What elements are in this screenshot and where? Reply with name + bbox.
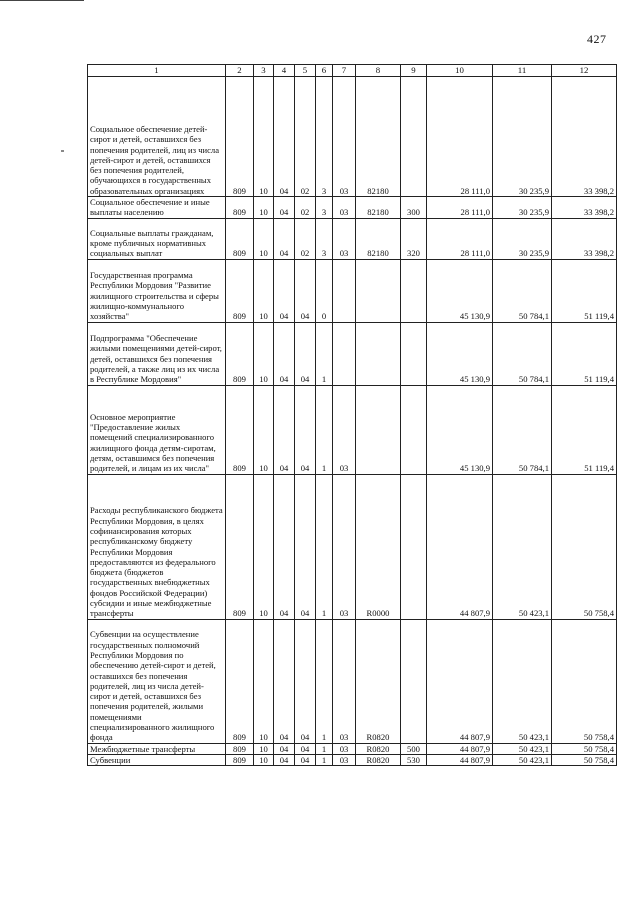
- cell-amount-year3: 51 119,4: [552, 259, 617, 322]
- cell-program: 02: [295, 77, 316, 197]
- header-cell: 3: [254, 65, 274, 77]
- cell-measure: 03: [333, 218, 356, 259]
- cell-section: 10: [254, 77, 274, 197]
- cell-subsection: 04: [274, 385, 295, 474]
- cell-expense-type: 530: [401, 754, 427, 765]
- top-rule: [0, 0, 84, 1]
- header-row: [88, 65, 617, 77]
- row-name: Субвенции на осуществление государственных полномочий Республики Мордовия по обеспечению детей-сирот и детей, оставшихся без попечения родителей, лиц из числа детей-сирот и детей, оставшихся без попечения родителей, жилыми помещениями специализированного жилищного фонда: [88, 619, 226, 743]
- cell-amount-year3: 50 758,4: [552, 743, 617, 754]
- cell-amount-year2: 50 423,1: [493, 754, 552, 765]
- table-row: [88, 218, 617, 259]
- cell-subsection: 04: [274, 619, 295, 743]
- cell-program: 04: [295, 754, 316, 765]
- cell-amount-year3: 50 758,4: [552, 474, 617, 619]
- cell-amount-year2: 50 784,1: [493, 322, 552, 385]
- cell-program: 04: [295, 619, 316, 743]
- cell-program: 02: [295, 197, 316, 219]
- cell-amount-year1: 28 111,0: [427, 77, 493, 197]
- cell-measure: 03: [333, 385, 356, 474]
- row-name: Межбюджетные трансферты: [88, 743, 226, 754]
- cell-subsection: 04: [274, 77, 295, 197]
- header-cell: 9: [401, 65, 427, 77]
- row-name: Государственная программа Республики Мордовия "Развитие жилищного строительства и сферы жилищно-коммунального хозяйства": [88, 259, 226, 322]
- cell-subprogram: 1: [316, 385, 333, 474]
- cell-amount-year1: 45 130,9: [427, 259, 493, 322]
- table-body: [88, 77, 617, 766]
- row-name: Субвенции: [88, 754, 226, 765]
- cell-ministry-code: 809: [226, 385, 254, 474]
- cell-measure: 03: [333, 474, 356, 619]
- cell-measure: [333, 259, 356, 322]
- cell-direction: [356, 259, 401, 322]
- cell-amount-year2: 50 423,1: [493, 743, 552, 754]
- header-cell: 10: [427, 65, 493, 77]
- cell-subprogram: 1: [316, 322, 333, 385]
- cell-subprogram: 3: [316, 218, 333, 259]
- cell-subprogram: 3: [316, 197, 333, 219]
- header-cell: 5: [295, 65, 316, 77]
- cell-section: 10: [254, 322, 274, 385]
- table-row: [88, 474, 617, 619]
- scan-mark: [61, 150, 64, 152]
- cell-ministry-code: 809: [226, 218, 254, 259]
- cell-amount-year1: 45 130,9: [427, 322, 493, 385]
- cell-amount-year2: 30 235,9: [493, 77, 552, 197]
- cell-program: 04: [295, 322, 316, 385]
- cell-ministry-code: 809: [226, 322, 254, 385]
- cell-direction: 82180: [356, 197, 401, 219]
- header-cell: 11: [493, 65, 552, 77]
- header-cell: 12: [552, 65, 617, 77]
- cell-subsection: 04: [274, 259, 295, 322]
- row-name: Социальные выплаты гражданам, кроме публичных нормативных социальных выплат: [88, 218, 226, 259]
- cell-subsection: 04: [274, 754, 295, 765]
- cell-program: 04: [295, 385, 316, 474]
- cell-direction: R0000: [356, 474, 401, 619]
- cell-subsection: 04: [274, 197, 295, 219]
- cell-expense-type: [401, 474, 427, 619]
- cell-program: 04: [295, 743, 316, 754]
- cell-amount-year2: 30 235,9: [493, 197, 552, 219]
- cell-ministry-code: 809: [226, 474, 254, 619]
- row-name: Социальное обеспечение и иные выплаты населению: [88, 197, 226, 219]
- cell-section: 10: [254, 474, 274, 619]
- cell-subprogram: 3: [316, 77, 333, 197]
- cell-direction: [356, 385, 401, 474]
- header-cell: 1: [88, 65, 226, 77]
- row-name: Социальное обеспечение детей-сирот и детей, оставшихся без попечения родителей, лиц из числа детей-сирот и детей, оставшихся без попечения родителей, обучающихся в государственных образовательных организациях: [88, 77, 226, 197]
- cell-section: 10: [254, 743, 274, 754]
- cell-measure: 03: [333, 619, 356, 743]
- cell-expense-type: 500: [401, 743, 427, 754]
- cell-direction: [356, 322, 401, 385]
- cell-subsection: 04: [274, 743, 295, 754]
- cell-expense-type: 320: [401, 218, 427, 259]
- row-name: Основное мероприятие "Предоставление жилых помещений специализированного жилищного фонда детям-сиротам, детям, оставшимся без попечения родителей, и лицам из их числа": [88, 385, 226, 474]
- cell-expense-type: 300: [401, 197, 427, 219]
- header-cell: 6: [316, 65, 333, 77]
- cell-amount-year3: 50 758,4: [552, 619, 617, 743]
- cell-program: 04: [295, 474, 316, 619]
- cell-measure: 03: [333, 754, 356, 765]
- cell-amount-year2: 30 235,9: [493, 218, 552, 259]
- table-row: [88, 385, 617, 474]
- cell-amount-year3: 33 398,2: [552, 77, 617, 197]
- header-cell: 7: [333, 65, 356, 77]
- table-row: [88, 259, 617, 322]
- cell-subsection: 04: [274, 218, 295, 259]
- cell-measure: 03: [333, 743, 356, 754]
- table-row: [88, 322, 617, 385]
- cell-subprogram: 1: [316, 743, 333, 754]
- table-row: [88, 77, 617, 197]
- cell-section: 10: [254, 197, 274, 219]
- cell-amount-year3: 33 398,2: [552, 218, 617, 259]
- cell-expense-type: [401, 619, 427, 743]
- cell-subsection: 04: [274, 474, 295, 619]
- cell-section: 10: [254, 218, 274, 259]
- cell-direction: 82180: [356, 218, 401, 259]
- cell-amount-year3: 51 119,4: [552, 322, 617, 385]
- cell-amount-year1: 44 807,9: [427, 743, 493, 754]
- cell-measure: [333, 322, 356, 385]
- cell-subprogram: 1: [316, 754, 333, 765]
- cell-measure: 03: [333, 77, 356, 197]
- cell-expense-type: [401, 77, 427, 197]
- cell-ministry-code: 809: [226, 259, 254, 322]
- table-row: [88, 197, 617, 219]
- cell-amount-year1: 44 807,9: [427, 619, 493, 743]
- table-row: [88, 743, 617, 754]
- cell-subprogram: 1: [316, 474, 333, 619]
- cell-program: 02: [295, 218, 316, 259]
- page-number: 427: [587, 32, 607, 46]
- cell-amount-year1: 45 130,9: [427, 385, 493, 474]
- table-row: [88, 754, 617, 765]
- cell-amount-year3: 50 758,4: [552, 754, 617, 765]
- table-row: [88, 619, 617, 743]
- header-cell: 4: [274, 65, 295, 77]
- cell-amount-year1: 28 111,0: [427, 218, 493, 259]
- cell-ministry-code: 809: [226, 754, 254, 765]
- cell-section: 10: [254, 619, 274, 743]
- row-name: Подпрограмма "Обеспечение жилыми помещениями детей-сирот, детей, оставшихся без попечения родителей, а также лиц из их числа в Республике Мордовия": [88, 322, 226, 385]
- cell-subprogram: 0: [316, 259, 333, 322]
- header-cell: 8: [356, 65, 401, 77]
- cell-amount-year2: 50 784,1: [493, 385, 552, 474]
- cell-direction: R0820: [356, 754, 401, 765]
- cell-amount-year1: 28 111,0: [427, 197, 493, 219]
- cell-amount-year3: 51 119,4: [552, 385, 617, 474]
- cell-section: 10: [254, 259, 274, 322]
- cell-direction: R0820: [356, 743, 401, 754]
- cell-amount-year1: 44 807,9: [427, 754, 493, 765]
- cell-subprogram: 1: [316, 619, 333, 743]
- cell-amount-year2: 50 423,1: [493, 619, 552, 743]
- cell-expense-type: [401, 385, 427, 474]
- cell-direction: 82180: [356, 77, 401, 197]
- cell-expense-type: [401, 259, 427, 322]
- cell-direction: R0820: [356, 619, 401, 743]
- cell-amount-year3: 33 398,2: [552, 197, 617, 219]
- cell-section: 10: [254, 754, 274, 765]
- cell-amount-year2: 50 784,1: [493, 259, 552, 322]
- budget-table: [87, 64, 617, 766]
- cell-amount-year1: 44 807,9: [427, 474, 493, 619]
- cell-measure: 03: [333, 197, 356, 219]
- cell-subsection: 04: [274, 322, 295, 385]
- cell-ministry-code: 809: [226, 197, 254, 219]
- cell-section: 10: [254, 385, 274, 474]
- cell-amount-year2: 50 423,1: [493, 474, 552, 619]
- header-cell: 2: [226, 65, 254, 77]
- row-name: Расходы республиканского бюджета Республики Мордовия, в целях софинансирования которых республиканскому бюджету Республики Мордовия предоставляются из федерального бюджета (бюджетов государственных внебюджетных фондов Российской Федерации) субсидии и иные межбюджетные трансферты: [88, 474, 226, 619]
- cell-program: 04: [295, 259, 316, 322]
- cell-expense-type: [401, 322, 427, 385]
- cell-ministry-code: 809: [226, 743, 254, 754]
- cell-ministry-code: 809: [226, 77, 254, 197]
- cell-ministry-code: 809: [226, 619, 254, 743]
